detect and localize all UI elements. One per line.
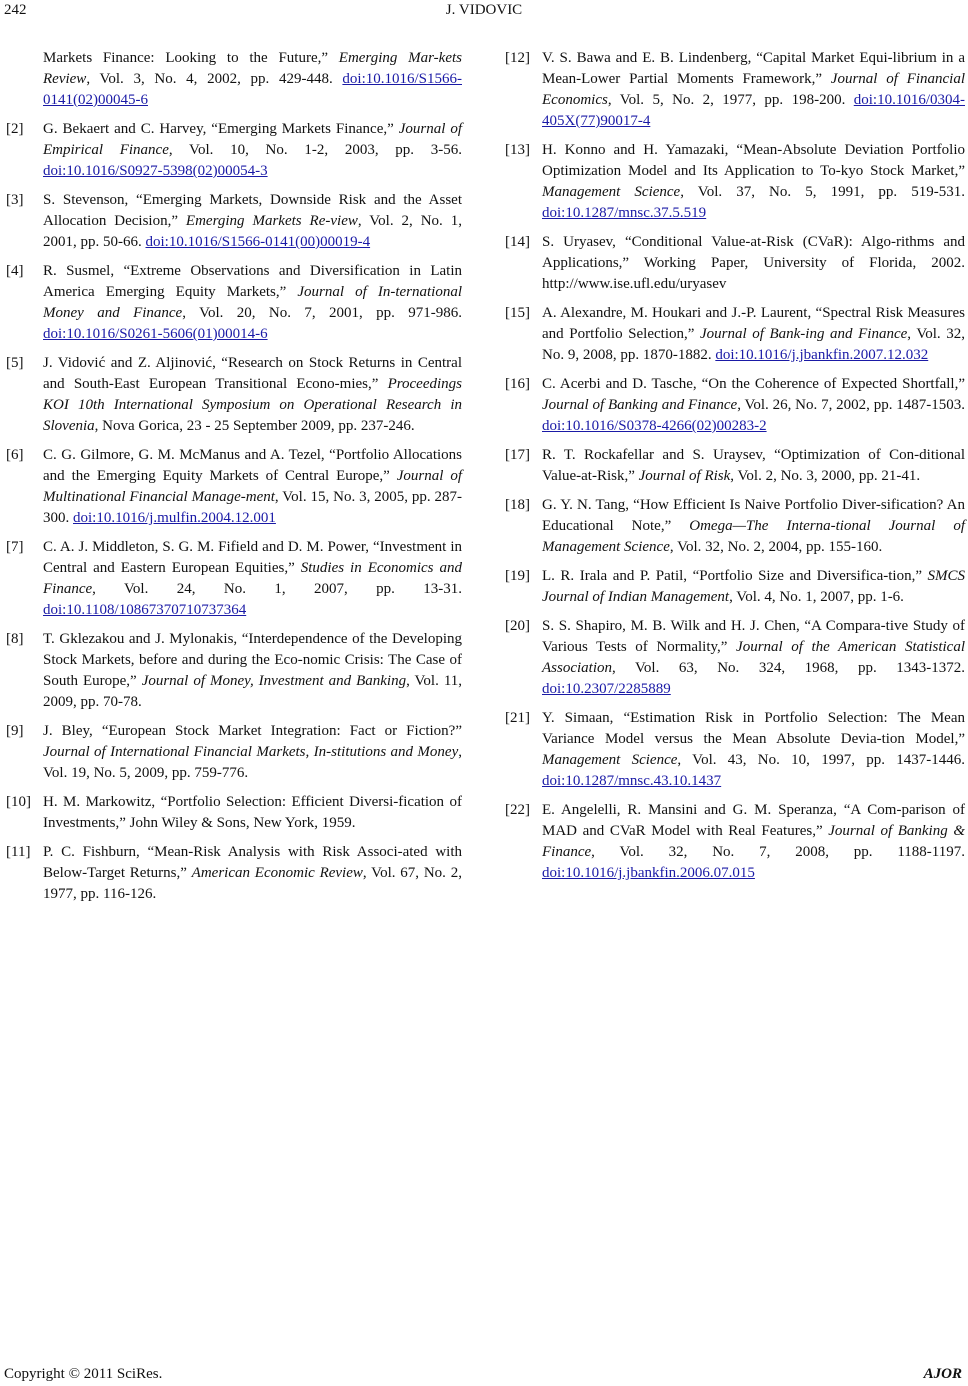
reference-number: [12]: [505, 50, 530, 66]
reference-text: [43, 721, 462, 784]
reference-authors-title: J. Vidović and Z. Aljinović, “Research on Stock Returns in Central and South-East European Transitional Econo-mies,”: [43, 355, 462, 392]
reference-number: [5]: [6, 355, 24, 371]
reference-source: Journal of Financial Economics: [542, 71, 965, 108]
reference-item: [505, 445, 965, 487]
doi-link[interactable]: doi:10.1016/S0927-5398(02)00054-3: [43, 163, 268, 179]
reference-number: [7]: [6, 539, 24, 555]
reference-text: [43, 261, 462, 345]
reference-text: [43, 629, 462, 713]
doi-link[interactable]: doi:10.2307/2285889: [542, 681, 671, 697]
reference-item: [505, 566, 965, 608]
reference-source: Emerging Markets Re-view: [185, 213, 358, 229]
reference-item: [505, 616, 965, 700]
reference-authors-title: R. Susmel, “Extreme Observations and Diversification in Latin America Emerging Equity Markets,”: [43, 263, 462, 300]
doi-link[interactable]: doi:10.1287/mnsc.37.5.519: [542, 205, 707, 221]
reference-details: , Vol. 24, No. 1, 2007, pp. 13-31.: [92, 581, 462, 597]
doi-link[interactable]: doi:10.1016/j.mulfin.2004.12.001: [73, 510, 276, 526]
reference-number: [10]: [6, 794, 31, 810]
reference-source: Omega—The Interna-tional Journal of Management Science: [542, 518, 965, 555]
doi-link[interactable]: doi:10.1016/0304-405X(77)90017-4: [542, 92, 965, 129]
reference-text: [542, 232, 965, 295]
reference-authors-title: H. M. Markowitz, “Portfolio Selection: Efficient Diversi-fication of Investments,” John Wiley & Sons, New York, 1959.: [43, 794, 462, 831]
reference-details: , Vol. 2, No. 3, 2000, pp. 21-41.: [730, 468, 921, 484]
reference-number: [22]: [505, 802, 530, 818]
reference-details: , Vol. 11, 2009, pp. 70-78.: [43, 673, 463, 710]
reference-details: , Vol. 67, No. 2, 1977, pp. 116-126.: [43, 865, 462, 902]
running-head: J. VIDOVIC: [445, 2, 523, 18]
reference-item: [505, 495, 965, 558]
doi-link[interactable]: doi:10.1108/10867370710737364: [43, 602, 247, 618]
reference-text: [542, 566, 965, 608]
reference-text: [542, 48, 965, 132]
reference-text: [542, 800, 965, 884]
reference-number: [4]: [6, 263, 24, 279]
reference-source: Journal of Money, Investment and Banking: [141, 673, 407, 689]
reference-number: [20]: [505, 618, 530, 634]
reference-source: Studies in Economics and Finance: [43, 560, 462, 597]
reference-text: [43, 119, 462, 182]
reference-authors-title: L. R. Irala and P. Patil, “Portfolio Size and Diversifica-tion,”: [542, 568, 928, 584]
copyright-notice: Copyright © 2011 SciRes.: [4, 1366, 163, 1382]
reference-details: , Vol. 3, No. 4, 2002, pp. 429-448.: [86, 71, 343, 87]
reference-number: [19]: [505, 568, 530, 584]
reference-details: , Vol. 19, No. 5, 2009, pp. 759-776.: [43, 744, 462, 781]
doi-link[interactable]: doi:10.1016/S0261-5606(01)00014-6: [43, 326, 268, 342]
reference-authors-title: T. Gklezakou and J. Mylonakis, “Interdependence of the Developing Stock Markets, before and during the Eco-nomic Crisis: The Case of South Europe,”: [43, 631, 462, 689]
reference-number: [15]: [505, 305, 530, 321]
reference-item: [505, 374, 965, 437]
reference-text: [43, 445, 462, 529]
doi-link[interactable]: doi:10.1287/mnsc.43.10.1437: [542, 773, 722, 789]
doi-link[interactable]: doi:10.1016/S1566-0141(00)00019-4: [145, 234, 371, 250]
reference-number: [3]: [6, 192, 24, 208]
reference-source: Journal of the American Statistical Association: [542, 639, 965, 676]
reference-authors-title: C. Acerbi and D. Tasche, “On the Coherence of Expected Shortfall,”: [542, 376, 965, 392]
reference-text: [43, 537, 462, 621]
reference-item: [6, 190, 462, 253]
reference-details: , Vol. 10, No. 1-2, 2003, pp. 3-56.: [168, 142, 462, 158]
reference-details: , Vol. 32, No. 9, 2008, pp. 1870-1882.: [542, 326, 966, 363]
reference-source: Journal of Bank-ing and Finance: [699, 326, 908, 342]
reference-source: Journal of Risk: [638, 468, 731, 484]
reference-number: [17]: [505, 447, 530, 463]
reference-item: [505, 140, 965, 224]
reference-source: Journal of In-ternational Money and Finance: [43, 284, 462, 321]
reference-item: [6, 261, 462, 345]
reference-source: SMCS Journal of Indian Management: [542, 568, 965, 605]
reference-authors-title: S. S. Shapiro, M. B. Wilk and H. J. Chen, “A Compara-tive Study of Various Tests of Normality,”: [542, 618, 965, 655]
reference-number: [2]: [6, 121, 24, 137]
reference-item: [505, 708, 965, 792]
reference-item: [6, 445, 462, 529]
reference-item: [6, 353, 462, 437]
reference-details: , Vol. 32, No. 7, 2008, pp. 1188-1197.: [591, 844, 965, 860]
reference-text: [6, 48, 462, 111]
reference-source: Journal of Empirical Finance: [43, 121, 462, 158]
reference-item: [505, 48, 965, 132]
reference-source: Journal of Banking and Finance: [542, 397, 738, 413]
reference-source: Journal of Banking & Finance: [542, 823, 965, 860]
reference-details: , Vol. 15, No. 3, 2005, pp. 287-300.: [43, 489, 462, 526]
journal-abbrev: AJOR: [923, 1366, 962, 1382]
reference-details: , Vol. 2, No. 1, 2001, pp. 50-66.: [43, 213, 462, 250]
reference-authors-title: S. Uryasev, “Conditional Value-at-Risk (CVaR): Algo-rithms and Applications,” Working Paper, University of Florida, 2002. http://www.ise.ufl.edu/uryasev: [542, 234, 965, 292]
reference-text: [542, 495, 965, 558]
reference-item: [505, 800, 965, 884]
reference-item: [6, 48, 462, 111]
reference-authors-title: E. Angelelli, R. Mansini and G. M. Speranza, “A Com-parison of MAD and CVaR Model with Real Features,”: [542, 802, 965, 839]
reference-number: [13]: [505, 142, 530, 158]
reference-number: [16]: [505, 376, 530, 392]
reference-text: [542, 445, 965, 487]
reference-authors-title: G. Bekaert and C. Harvey, “Emerging Markets Finance,”: [43, 121, 399, 137]
doi-link[interactable]: doi:10.1016/j.jbankfin.2007.12.032: [715, 347, 929, 363]
reference-text: [43, 190, 462, 253]
reference-number: [9]: [6, 723, 24, 739]
reference-authors-title: G. Y. N. Tang, “How Efficient Is Naive Portfolio Diver-sification? An Educational Note,”: [542, 497, 965, 534]
reference-details: , Vol. 63, No. 324, 1968, pp. 1343-1372.: [612, 660, 965, 676]
reference-item: [6, 842, 462, 905]
reference-item: [6, 629, 462, 713]
reference-item: [6, 721, 462, 784]
reference-source: Journal of Multinational Financial Manage-ment: [43, 468, 462, 505]
reference-source: Management Science: [542, 752, 678, 768]
reference-number: [11]: [6, 844, 31, 860]
reference-authors-title: P. C. Fishburn, “Mean-Risk Analysis with Risk Associ-ated with Below-Target Returns,”: [43, 844, 462, 881]
reference-authors-title: A. Alexandre, M. Houkari and J.-P. Laurent, “Spectral Risk Measures and Portfolio Selection,”: [542, 305, 965, 342]
reference-item: [505, 232, 965, 295]
doi-link[interactable]: doi:10.1016/S0378-4266(02)00283-2: [542, 418, 767, 434]
reference-number: [6]: [6, 447, 24, 463]
doi-link[interactable]: doi:10.1016/j.jbankfin.2006.07.015: [542, 865, 755, 881]
reference-authors-title: J. Bley, “European Stock Market Integration: Fact or Fiction?”: [43, 723, 462, 739]
reference-text: [43, 842, 462, 905]
reference-column-left: [6, 48, 462, 913]
reference-source: Emerging Mar-kets Review: [43, 50, 462, 87]
reference-text: [542, 708, 965, 792]
reference-authors-title: H. Konno and H. Yamazaki, “Mean-Absolute Deviation Portfolio Optimization Model and Its Application to To-kyo Stock Market,”: [542, 142, 965, 179]
reference-number: [21]: [505, 710, 530, 726]
reference-source: American Economic Review: [191, 865, 363, 881]
reference-text: [542, 374, 965, 437]
reference-details: , Vol. 37, No. 5, 1991, pp. 519-531.: [680, 184, 966, 200]
reference-authors-title: Markets Finance: Looking to the Future,”: [43, 50, 339, 66]
reference-authors-title: Y. Simaan, “Estimation Risk in Portfolio Selection: The Mean Variance Model versus the Mean Absolute Devia-tion Model,”: [542, 710, 965, 747]
reference-authors-title: C. G. Gilmore, G. M. McManus and A. Tezel, “Portfolio Allocations and the Emerging Equity Markets of Central Europe,”: [43, 447, 462, 484]
reference-authors-title: S. Stevenson, “Emerging Markets, Downside Risk and the Asset Allocation Decision,”: [43, 192, 462, 229]
reference-text: [43, 792, 462, 834]
reference-item: [6, 537, 462, 621]
reference-details: , Vol. 26, No. 7, 2002, pp. 1487-1503.: [737, 397, 965, 413]
reference-details: , Nova Gorica, 23 - 25 September 2009, pp. 237-246.: [94, 418, 415, 434]
reference-number: [18]: [505, 497, 530, 513]
reference-source: Journal of International Financial Markets, In-stitutions and Money: [43, 744, 459, 760]
reference-item: [6, 119, 462, 182]
reference-details: , Vol. 43, No. 10, 1997, pp. 1437-1446.: [677, 752, 966, 768]
reference-source: Management Science: [542, 184, 681, 200]
reference-text: [542, 616, 965, 700]
reference-text: [542, 140, 965, 224]
reference-item: [505, 303, 965, 366]
reference-details: , Vol. 5, No. 2, 1977, pp. 198-200.: [607, 92, 854, 108]
reference-source: Proceedings KOI 10th International Symposium on Operational Research in Slovenia: [43, 376, 462, 434]
reference-authors-title: R. T. Rockafellar and S. Uraysev, “Optimization of Con-ditional Value-at-Risk,”: [542, 447, 965, 484]
reference-item: [6, 792, 462, 834]
reference-text: [542, 303, 965, 366]
reference-authors-title: C. A. J. Middleton, S. G. M. Fifield and D. M. Power, “Investment in Central and Eastern European Equities,”: [43, 539, 462, 576]
reference-number: [8]: [6, 631, 24, 647]
doi-link[interactable]: doi:10.1016/S1566-0141(02)00045-6: [43, 71, 462, 108]
reference-details: , Vol. 20, No. 7, 2001, pp. 971-986.: [182, 305, 462, 321]
reference-authors-title: V. S. Bawa and E. B. Lindenberg, “Capital Market Equi-librium in a Mean-Lower Partial Moments Framework,”: [542, 50, 965, 87]
page-number: 242: [4, 2, 27, 18]
reference-details: , Vol. 32, No. 2, 2004, pp. 155-160.: [669, 539, 883, 555]
reference-column-right: [505, 48, 965, 892]
reference-number: [14]: [505, 234, 530, 250]
reference-details: , Vol. 4, No. 1, 2007, pp. 1-6.: [729, 589, 904, 605]
reference-text: [43, 353, 462, 437]
